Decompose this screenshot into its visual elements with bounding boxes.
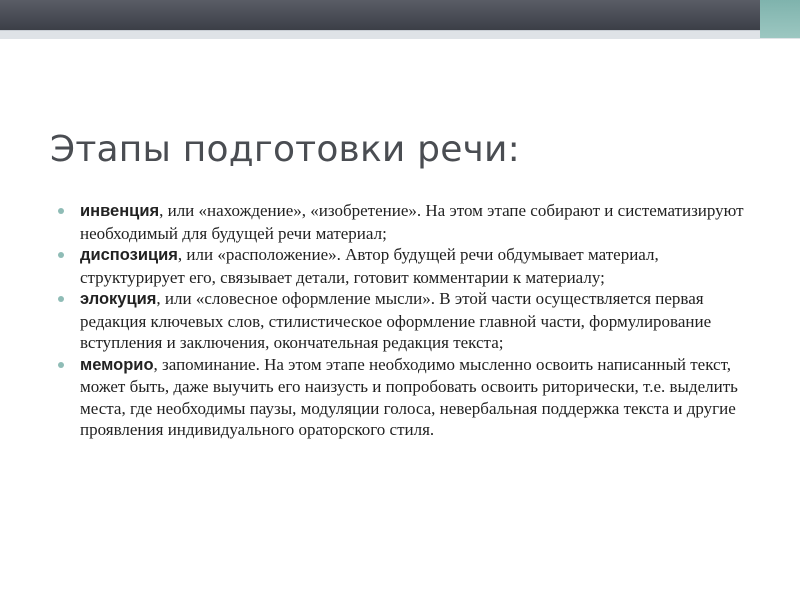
bullet-dot-icon: [58, 208, 64, 214]
slide-accent-stripe: [0, 30, 800, 39]
bullet-text: , или «словесное оформление мысли». В этой части осуществляется первая редакция ключевых слов, стилистическое оформление главной части, формулирование вступления и заключения, окончательная редакция текста;: [80, 289, 712, 352]
slide-header-bar: [0, 0, 800, 30]
bullet-dot-icon: [58, 362, 64, 368]
bullet-item-disposition: [58, 244, 758, 288]
bullet-item-invention: [58, 200, 758, 244]
bullet-dot-icon: [58, 296, 64, 302]
bullet-text: , или «нахождение», «изобретение». На этом этапе собирают и систематизируют необходимый для будущей речи материал;: [80, 201, 744, 243]
bullet-dot-icon: [58, 252, 64, 258]
bullet-item-elocution: [58, 288, 758, 354]
bullet-item-memorio: [58, 354, 758, 441]
bullet-text: , запоминание. На этом этапе необходимо мысленно освоить написанный текст, может быть, даже выучить его наизусть и попробовать освоить риторически, т.е. выделить места, где необходимы паузы, модуляции голоса, невербальная поддержка текста и другие проявления индивидуального ораторского стиля.: [80, 354, 738, 439]
slide-title: Этапы подготовки речи:: [50, 129, 520, 170]
bullet-term: элокуция: [80, 290, 157, 308]
bullet-term: меморио: [80, 355, 154, 374]
bullet-list: [58, 200, 758, 441]
slide-corner-accent: [760, 0, 800, 38]
bullet-term: инвенция: [80, 202, 160, 220]
bullet-term: диспозиция: [80, 246, 178, 264]
bullet-text: , или «расположение». Автор будущей речи обдумывает материал, структурирует его, связывает детали, готовит комментарии к материалу;: [80, 245, 659, 287]
